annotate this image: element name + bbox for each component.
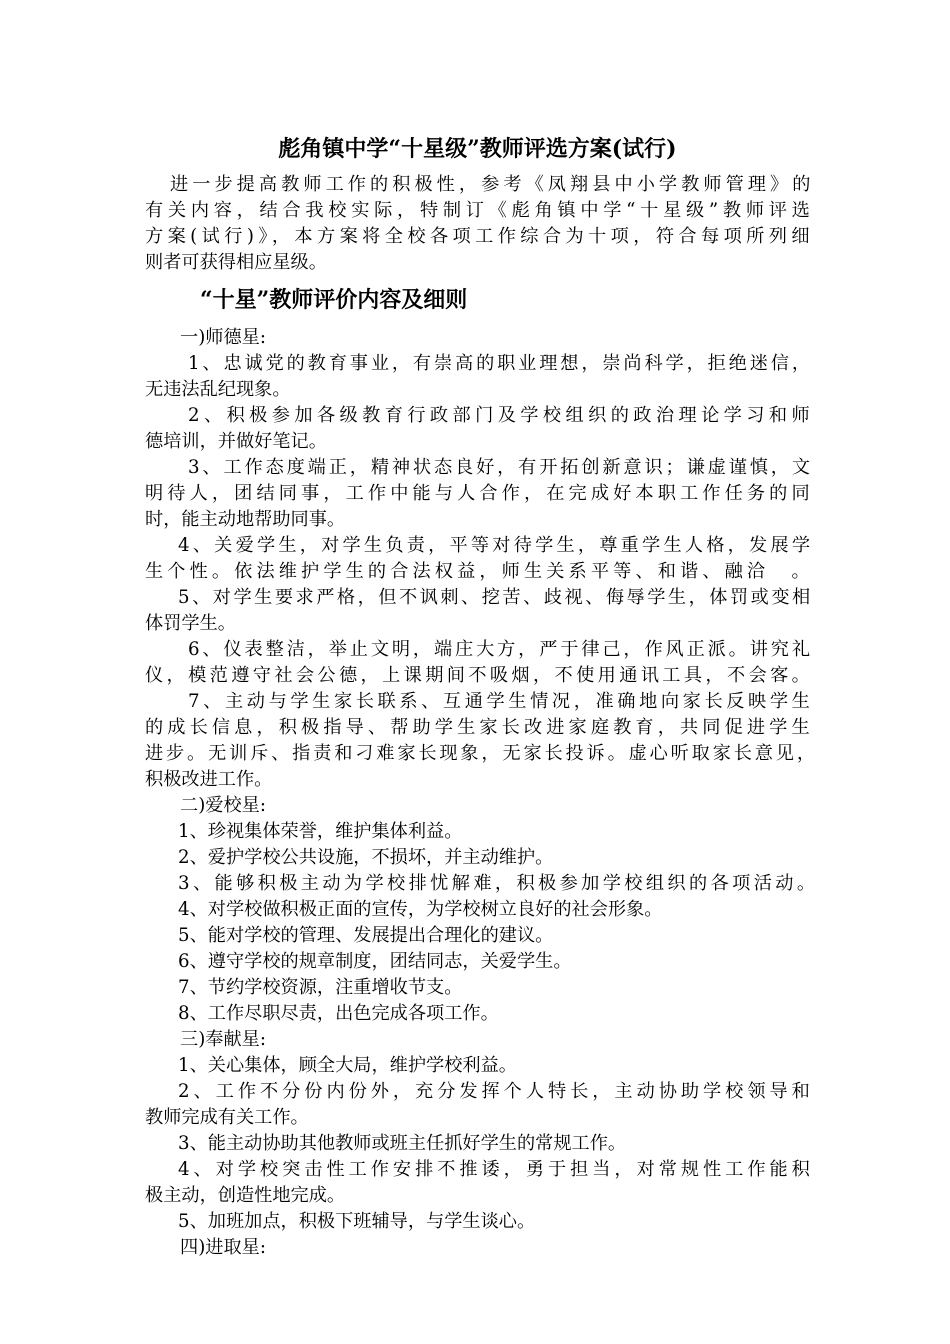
body-line: 无违法乱纪现象。 [145, 379, 291, 400]
intro-line: 有关内容，结合我校实际，特制订《彪角镇中学“十星级”教师评选 [145, 200, 815, 221]
body-line: 积极改进工作。 [145, 769, 273, 790]
intro-line: 则者可获得相应星级。 [145, 252, 327, 273]
body-line: 2、积极参加各级教育行政部门及学校组织的政治理论学习和师 [188, 405, 815, 426]
body-line: 德培训，并做好笔记。 [145, 431, 327, 452]
body-line: 教师完成有关工作。 [145, 1107, 309, 1128]
body-line: 3、能主动协助其他教师或班主任抓好学生的常规工作。 [178, 1133, 627, 1154]
body-line: 3、能够积极主动为学校排忧解难，积极参加学校组织的各项活动。 [178, 873, 819, 894]
body-line: 4、关爱学生，对学生负责，平等对待学生，尊重学生人格，发展学 [178, 535, 814, 556]
body-line: 5、加班加点，积极下班辅导，与学生谈心。 [178, 1211, 536, 1232]
body-line: 体罚学生。 [145, 613, 236, 634]
body-line: 时，能主动地帮助同事。 [145, 509, 346, 530]
body-line: 4、对学校做积极正面的宣传，为学校树立良好的社会形象。 [178, 899, 663, 920]
body-line: 仪，模范遵守社会公德，上课期间不吸烟，不使用通讯工具，不会客。 [145, 665, 814, 686]
body-line: 的成长信息，积极指导、帮助学生家长改进家庭教育，共同促进学生 [145, 717, 814, 738]
body-line: 6、仪表整洁，举止文明，端庄大方，严于律己，作风正派。讲究礼 [188, 639, 813, 660]
body-line: 1、忠诚党的教育事业，有崇高的职业理想，崇尚科学，拒绝迷信， [188, 353, 813, 374]
section-heading: 二)爱校星: [180, 795, 266, 816]
body-line: 3、工作态度端正，精神状态良好，有开拓创新意识；谦虚谨慎，文 [188, 457, 813, 478]
body-line: 生个性。依法维护学生的合法权益，师生关系平等、和谐、融洽 。 [145, 561, 814, 582]
body-line: 进步。无训斥、指责和刁难家长现象，无家长投诉。虚心听取家长意见， [145, 743, 818, 764]
body-line: 7、节约学校资源，注重增收节支。 [178, 977, 463, 998]
intro-line: 进一步提高教师工作的积极性，参考《凤翔县中小学教师管理》的 [170, 174, 815, 195]
body-line: 6、遵守学校的规章制度，团结同志，关爱学生。 [178, 951, 572, 972]
body-line: 极主动，创造性地完成。 [145, 1185, 346, 1206]
body-line: 7、主动与学生家长联系、互通学生情况，准确地向家长反映学生 [188, 691, 814, 712]
section-heading: 一)师德星: [180, 327, 266, 348]
body-line: 4、对学校突击性工作安排不推诿，勇于担当，对常规性工作能积 [178, 1159, 814, 1180]
section-subtitle: “十星”教师评价内容及细则 [200, 287, 468, 313]
intro-line: 方案(试行)》，本方案将全校各项工作综合为十项，符合每项所列细 [145, 226, 814, 247]
body-line: 5、能对学校的管理、发展提出合理化的建议。 [178, 925, 554, 946]
section-heading: 三)奉献星: [180, 1029, 266, 1050]
section-heading: 四)进取星: [180, 1237, 266, 1258]
body-line: 5、对学生要求严格，但不讽刺、挖苦、歧视、侮辱学生，体罚或变相 [178, 587, 813, 608]
document-title: 彪角镇中学“十星级”教师评选方案(试行) [278, 136, 677, 162]
body-line: 2、爱护学校公共设施，不损坏，并主动维护。 [178, 847, 554, 868]
body-line: 8、工作尽职尽责，出色完成各项工作。 [178, 1003, 499, 1024]
body-line: 1、珍视集体荣誉，维护集体利益。 [178, 821, 463, 842]
body-line: 2、工作不分份内份外，充分发挥个人特长，主动协助学校领导和 [178, 1081, 814, 1102]
body-line: 1、关心集体，顾全大局，维护学校利益。 [178, 1055, 517, 1076]
body-line: 明待人，团结同事，工作中能与人合作，在完成好本职工作任务的同 [145, 483, 814, 504]
